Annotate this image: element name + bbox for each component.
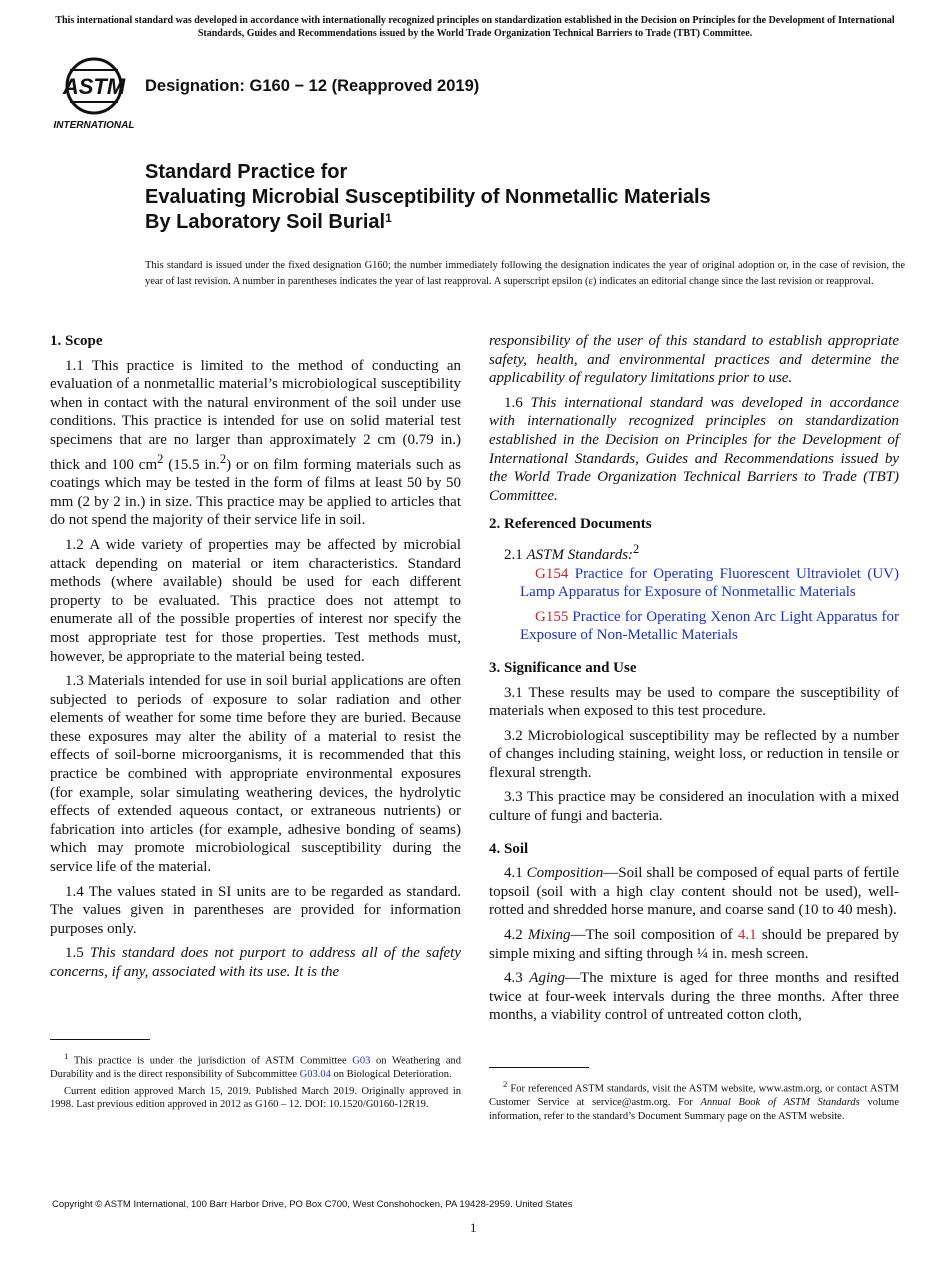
para-1-2: 1.2 A wide variety of properties may be affected by microbial attack depending on material or item characteristics. Standard methods (where available) should be used for each different property to be evaluated. This practice does not attempt to enumerate all of the possible properties of interest nor specify the most appropriate test for those properties. Test methods must, however, be appropriate to the material being tested. (50, 536, 461, 665)
footnote-1: $^1$ This practice is under the jurisdiction of ASTM Committee G03 on Weathering and Durability and is the direct responsibility of Subcommittee G03.04 on Biological Deterioration. (50, 1051, 461, 1080)
link-g03[interactable]: G03 (352, 1055, 371, 1067)
footnote-separator (50, 1039, 150, 1040)
ref-g155[interactable]: G155 Practice for Operating Xenon Arc Light Apparatus for Exposure of Non-Metallic Materials (520, 608, 899, 644)
para-4-1: 4.1 Composition—Soil shall be composed of equal parts of fertile topsoil (soil with a high clay content should not be used), well-rotted and shredded horse manure, and coarse sand (10 to 40 mesh). (489, 865, 899, 919)
para-3-3: 3.3 This practice may be considered an inoculation with a mixed culture of fungi and bacteria. (489, 789, 899, 825)
para-4-2: 4.2 Mixing—The soil composition of 4.1 should be prepared by simple mixing and sifting through ¼ in. mesh screen. (489, 927, 900, 962)
page-number: 1 (470, 1220, 477, 1235)
para-1-3: 1.3 Materials intended for use in soil burial applications are often subjected to periods of exposure to solar radiation and other elements of weather for some time before they are buried. Because these exposures may alter the ability of a material to resist the effects of soil-borne microorganisms, it is recommended that this practice be combined with appropriate environmental exposures (for example, solar simulating weathering devices, the hydrolytic effects of extended aqueous contact, or extraneous nutrients) or fabrication into articles (for example, adhesive bonding of seams) which may promote microbiological susceptibility during the service life of the material. (50, 673, 461, 876)
para-1-5: 1.5 This standard does not purport to address all of the safety concerns, if any, associated with its use. It is the (50, 945, 462, 980)
link-4-1[interactable]: 4.1 (737, 927, 757, 944)
title-footnote-ref[interactable]: 1 (385, 211, 392, 225)
issued-note: This standard is issued under the fixed designation G160; the number immediately following the designation indicates the year of original adoption or, in the case of revision, the year of last revision. A number in parentheses indicates the year of last reapproval. A superscript epsilon (ε) indicates an editorial change since the last revision or reapproval. (145, 260, 905, 287)
soil-heading: 4. Soil (489, 840, 529, 857)
para-2-1: 2.1 ASTM Standards:$^2$ (504, 541, 640, 563)
para-1-5-cont: responsibility of the user of this standard to establish appropriate safety, health, and environmental practices and determine the applicability of regulatory limitations prior to use. (489, 333, 899, 387)
para-3-1: 3.1 These results may be used to compare the susceptibility of materials when exposed to this test procedure. (489, 684, 899, 720)
footnotes-left (50, 1035, 461, 1115)
scope-heading: 1. Scope (50, 333, 103, 349)
ref-g154[interactable]: G154 Practice for Operating Fluorescent Ultraviolet (UV) Lamp Apparatus for Exposure of Nonmetallic Materials (520, 565, 899, 601)
para-3-2: 3.2 Microbiological susceptibility may be reflected by a number of changes including staining, weight loss, or reduction in tensile or flexural strength. (489, 727, 899, 781)
edition-note: Current edition approved March 15, 2019. Published March 2019. Originally approved in 1998. Last previous edition approved in 2012 as G160 – 12. DOI: 10.1520/G0160-12R19. (50, 1085, 461, 1110)
title-line-3: By Laboratory Soil Burial$^1$ (145, 211, 392, 233)
link-g03-04[interactable]: G03.04 (299, 1069, 331, 1080)
para-1-1: 1.1 This practice is limited to the method of conducting an evaluation of a nonmetallic material’s microbiological susceptibility when in contact with the natural environment of the soil under use conditions. This practice is intended for use on solid material test specimens that are no larger than approximately 2 cm (0.79 in.) thick and 100 $cm^2$ (15.5 in.$^2$) or on film forming materials such as coatings which may be tested in the form of films at least 50 by 50 mm (2 by 2 in.) in size. This practice may be applied to articles that do not spend the majority of their service life in soil. (50, 357, 462, 529)
designation: Designation: G160 − 12 (Reapproved 2019) (145, 77, 480, 95)
para-1-6: 1.6 This international standard was developed in accordance with internationally recognized principles on standardization established in the Decision on Principles for the Development of International Standards, Guides and Recommendations issued by the World Trade Organization Technical Barriers to Trade (TBT) Committee. (489, 394, 900, 504)
footnote-2: $^2$ For referenced ASTM standards, visit the ASTM website, www.astm.org, or contact ASTM Customer Service at service@astm.org. For Annual Book of ASTM Standards volume information, refer to the standard’s Document Summary page on the ASTM website. (489, 1079, 899, 1122)
footnote-separator-right (489, 1067, 589, 1068)
significance-heading: 3. Significance and Use (489, 659, 637, 676)
copyright: Copyright © ASTM International, 100 Barr Harbor Drive, PO Box C700, West Conshohocken, PA 19428-2959. United States (52, 1199, 573, 1210)
logo-text: ASTM (62, 74, 126, 99)
document-title (145, 160, 845, 235)
title-line-1: Standard Practice for (145, 161, 348, 183)
referenced-heading: 2. Referenced Documents (489, 516, 652, 533)
trade-notice: This international standard was developed in accordance with internationally recognized principles on standardization established in the Decision on Principles for the Development of International Standards, Guides and Recommendations issued by the World Trade Organization Technical Barriers to Trade (TBT) Committee. (55, 15, 895, 39)
footnotes-right (489, 1063, 899, 1126)
para-1-4: 1.4 The values stated in SI units are to be regarded as standard. The values given in parentheses are provided for information purposes only. (50, 883, 461, 937)
para-4-3: 4.3 Aging—The mixture is aged for three months and resifted twice at four-week intervals during the three months. After three months, a viability control of untreated cotton cloth, (489, 970, 900, 1024)
astm-logo (52, 56, 136, 132)
left-column (50, 332, 461, 988)
right-column (489, 332, 899, 1031)
title-line-2: Evaluating Microbial Susceptibility of Nonmetallic Materials (145, 186, 711, 208)
logo-subtext: INTERNATIONAL (53, 120, 135, 131)
